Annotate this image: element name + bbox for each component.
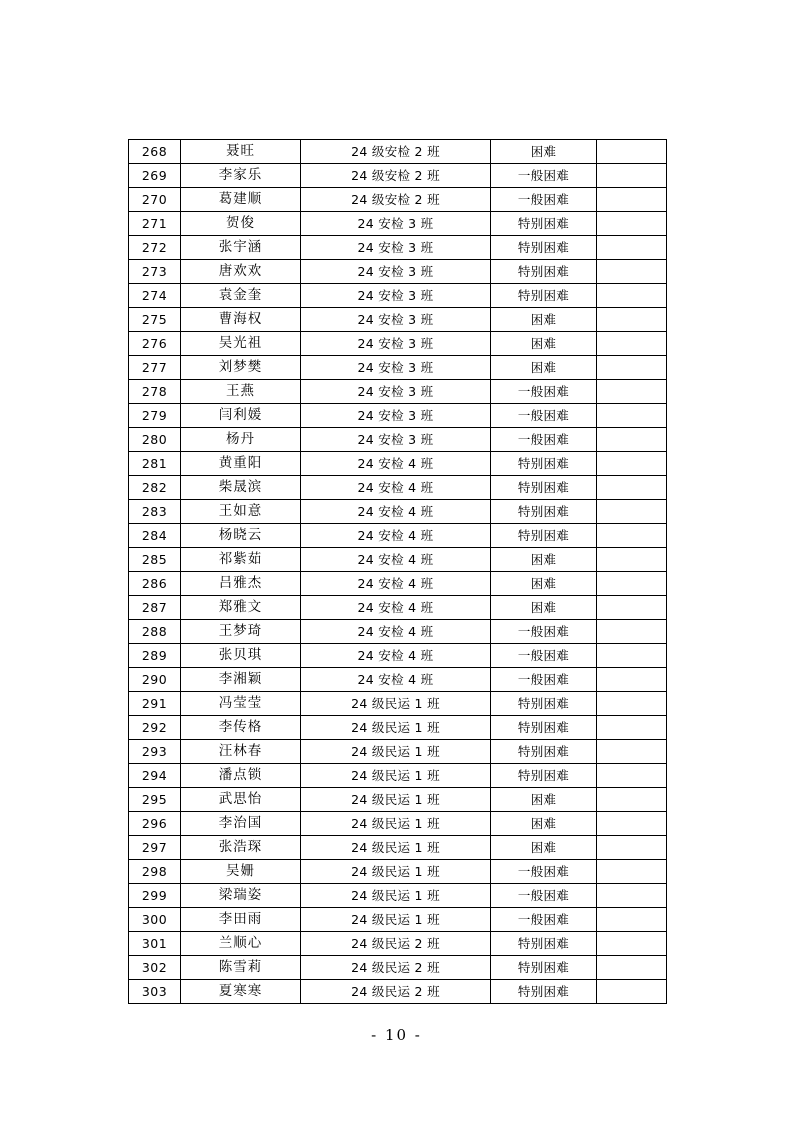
- cell-note: [597, 908, 667, 932]
- cell-note: [597, 812, 667, 836]
- cell-class: 24 级安检 2 班: [301, 188, 491, 212]
- cell-level: 特别困难: [491, 956, 597, 980]
- cell-level: 特别困难: [491, 524, 597, 548]
- cell-class: 24 级民运 1 班: [301, 812, 491, 836]
- cell-note: [597, 932, 667, 956]
- table-row: [129, 764, 667, 788]
- roster-table-container: [128, 139, 666, 1004]
- cell-class: 24 安检 4 班: [301, 668, 491, 692]
- cell-index: 269: [129, 164, 181, 188]
- cell-index: 281: [129, 452, 181, 476]
- cell-index: 294: [129, 764, 181, 788]
- cell-class: 24 级安检 2 班: [301, 140, 491, 164]
- cell-name: 曹海权: [181, 308, 301, 332]
- cell-level: 特别困难: [491, 716, 597, 740]
- cell-class: 24 级民运 2 班: [301, 980, 491, 1004]
- cell-level: 一般困难: [491, 164, 597, 188]
- cell-name: 袁金奎: [181, 284, 301, 308]
- cell-name: 葛建顺: [181, 188, 301, 212]
- cell-class: 24 级民运 1 班: [301, 764, 491, 788]
- cell-class: 24 安检 3 班: [301, 428, 491, 452]
- cell-level: 特别困难: [491, 764, 597, 788]
- cell-name: 聂旺: [181, 140, 301, 164]
- cell-class: 24 安检 3 班: [301, 380, 491, 404]
- cell-level: 困难: [491, 548, 597, 572]
- cell-class: 24 级民运 1 班: [301, 884, 491, 908]
- cell-name: 兰顺心: [181, 932, 301, 956]
- table-row: [129, 548, 667, 572]
- cell-level: 困难: [491, 308, 597, 332]
- cell-name: 李传格: [181, 716, 301, 740]
- cell-name: 祁紫茹: [181, 548, 301, 572]
- cell-class: 24 安检 3 班: [301, 356, 491, 380]
- cell-note: [597, 740, 667, 764]
- cell-name: 柴晟滨: [181, 476, 301, 500]
- cell-note: [597, 452, 667, 476]
- cell-index: 279: [129, 404, 181, 428]
- table-row: [129, 932, 667, 956]
- cell-class: 24 安检 4 班: [301, 620, 491, 644]
- cell-level: 一般困难: [491, 884, 597, 908]
- cell-class: 24 安检 3 班: [301, 236, 491, 260]
- cell-name: 梁瑞姿: [181, 884, 301, 908]
- table-row: [129, 164, 667, 188]
- cell-level: 一般困难: [491, 908, 597, 932]
- cell-index: 282: [129, 476, 181, 500]
- cell-name: 潘点锁: [181, 764, 301, 788]
- cell-level: 一般困难: [491, 620, 597, 644]
- cell-level: 困难: [491, 356, 597, 380]
- cell-name: 王如意: [181, 500, 301, 524]
- cell-note: [597, 308, 667, 332]
- cell-name: 张贝琪: [181, 644, 301, 668]
- cell-note: [597, 980, 667, 1004]
- table-row: [129, 620, 667, 644]
- cell-note: [597, 716, 667, 740]
- table-row: [129, 980, 667, 1004]
- table-row: [129, 692, 667, 716]
- cell-name: 陈雪莉: [181, 956, 301, 980]
- cell-level: 特别困难: [491, 452, 597, 476]
- cell-class: 24 级安检 2 班: [301, 164, 491, 188]
- table-row: [129, 260, 667, 284]
- table-row: [129, 380, 667, 404]
- cell-name: 刘梦樊: [181, 356, 301, 380]
- table-row: [129, 284, 667, 308]
- cell-level: 困难: [491, 596, 597, 620]
- cell-class: 24 级民运 1 班: [301, 860, 491, 884]
- table-row: [129, 524, 667, 548]
- cell-index: 274: [129, 284, 181, 308]
- cell-name: 郑雅文: [181, 596, 301, 620]
- cell-index: 268: [129, 140, 181, 164]
- table-row: [129, 188, 667, 212]
- cell-name: 王梦琦: [181, 620, 301, 644]
- page-number: - 10 -: [371, 1026, 422, 1044]
- cell-class: 24 级民运 1 班: [301, 740, 491, 764]
- cell-note: [597, 884, 667, 908]
- cell-level: 特别困难: [491, 212, 597, 236]
- table-row: [129, 644, 667, 668]
- cell-level: 一般困难: [491, 668, 597, 692]
- cell-note: [597, 380, 667, 404]
- cell-class: 24 安检 3 班: [301, 404, 491, 428]
- cell-name: 李治国: [181, 812, 301, 836]
- cell-level: 特别困难: [491, 284, 597, 308]
- table-row: [129, 812, 667, 836]
- cell-index: 270: [129, 188, 181, 212]
- cell-class: 24 级民运 1 班: [301, 716, 491, 740]
- table-row: [129, 572, 667, 596]
- cell-class: 24 级民运 2 班: [301, 956, 491, 980]
- cell-level: 特别困难: [491, 236, 597, 260]
- cell-index: 290: [129, 668, 181, 692]
- cell-note: [597, 332, 667, 356]
- table-row: [129, 884, 667, 908]
- cell-index: 280: [129, 428, 181, 452]
- cell-index: 277: [129, 356, 181, 380]
- cell-class: 24 安检 4 班: [301, 476, 491, 500]
- cell-name: 杨丹: [181, 428, 301, 452]
- cell-class: 24 级民运 1 班: [301, 788, 491, 812]
- cell-index: 291: [129, 692, 181, 716]
- cell-class: 24 安检 3 班: [301, 308, 491, 332]
- cell-level: 特别困难: [491, 980, 597, 1004]
- cell-class: 24 安检 4 班: [301, 524, 491, 548]
- table-row: [129, 476, 667, 500]
- table-row: [129, 668, 667, 692]
- cell-note: [597, 572, 667, 596]
- cell-name: 夏寒寒: [181, 980, 301, 1004]
- cell-note: [597, 236, 667, 260]
- cell-name: 张宇涵: [181, 236, 301, 260]
- table-row: [129, 740, 667, 764]
- cell-note: [597, 692, 667, 716]
- cell-class: 24 安检 4 班: [301, 452, 491, 476]
- cell-index: 295: [129, 788, 181, 812]
- cell-class: 24 安检 4 班: [301, 572, 491, 596]
- cell-note: [597, 476, 667, 500]
- table-row: [129, 788, 667, 812]
- cell-note: [597, 596, 667, 620]
- cell-index: 285: [129, 548, 181, 572]
- table-row: [129, 332, 667, 356]
- cell-name: 吴姗: [181, 860, 301, 884]
- cell-level: 困难: [491, 812, 597, 836]
- cell-index: 302: [129, 956, 181, 980]
- cell-class: 24 级民运 2 班: [301, 932, 491, 956]
- cell-index: 301: [129, 932, 181, 956]
- cell-name: 张浩琛: [181, 836, 301, 860]
- cell-class: 24 级民运 1 班: [301, 836, 491, 860]
- cell-level: 一般困难: [491, 188, 597, 212]
- table-row: [129, 500, 667, 524]
- cell-index: 300: [129, 908, 181, 932]
- cell-name: 李田雨: [181, 908, 301, 932]
- cell-index: 296: [129, 812, 181, 836]
- cell-note: [597, 212, 667, 236]
- cell-class: 24 级民运 1 班: [301, 692, 491, 716]
- cell-note: [597, 164, 667, 188]
- cell-note: [597, 956, 667, 980]
- table-row: [129, 956, 667, 980]
- cell-note: [597, 524, 667, 548]
- cell-index: 271: [129, 212, 181, 236]
- cell-index: 283: [129, 500, 181, 524]
- table-row: [129, 404, 667, 428]
- cell-note: [597, 668, 667, 692]
- cell-name: 唐欢欢: [181, 260, 301, 284]
- cell-index: 286: [129, 572, 181, 596]
- cell-name: 武思怡: [181, 788, 301, 812]
- cell-class: 24 安检 4 班: [301, 548, 491, 572]
- cell-level: 特别困难: [491, 500, 597, 524]
- cell-note: [597, 764, 667, 788]
- cell-note: [597, 428, 667, 452]
- cell-name: 杨晓云: [181, 524, 301, 548]
- table-row: [129, 428, 667, 452]
- cell-index: 287: [129, 596, 181, 620]
- cell-level: 困难: [491, 572, 597, 596]
- cell-name: 贺俊: [181, 212, 301, 236]
- cell-level: 一般困难: [491, 860, 597, 884]
- cell-class: 24 安检 4 班: [301, 500, 491, 524]
- cell-note: [597, 500, 667, 524]
- cell-index: 299: [129, 884, 181, 908]
- cell-name: 王燕: [181, 380, 301, 404]
- table-row: [129, 356, 667, 380]
- cell-note: [597, 284, 667, 308]
- table-row: [129, 212, 667, 236]
- cell-class: 24 安检 3 班: [301, 332, 491, 356]
- cell-index: 284: [129, 524, 181, 548]
- cell-class: 24 级民运 1 班: [301, 908, 491, 932]
- cell-note: [597, 356, 667, 380]
- cell-level: 特别困难: [491, 260, 597, 284]
- cell-name: 汪林春: [181, 740, 301, 764]
- cell-note: [597, 188, 667, 212]
- cell-name: 李家乐: [181, 164, 301, 188]
- cell-index: 273: [129, 260, 181, 284]
- cell-index: 272: [129, 236, 181, 260]
- cell-note: [597, 260, 667, 284]
- cell-level: 特别困难: [491, 932, 597, 956]
- table-row: [129, 596, 667, 620]
- cell-class: 24 安检 4 班: [301, 644, 491, 668]
- cell-level: 特别困难: [491, 692, 597, 716]
- table-row: [129, 716, 667, 740]
- cell-name: 吴光祖: [181, 332, 301, 356]
- cell-index: 292: [129, 716, 181, 740]
- roster-table: [128, 139, 667, 1004]
- cell-level: 特别困难: [491, 476, 597, 500]
- cell-name: 闫利媛: [181, 404, 301, 428]
- cell-name: 李湘颖: [181, 668, 301, 692]
- cell-name: 冯莹莹: [181, 692, 301, 716]
- cell-class: 24 安检 3 班: [301, 260, 491, 284]
- table-row: [129, 836, 667, 860]
- cell-name: 吕雅杰: [181, 572, 301, 596]
- cell-class: 24 安检 4 班: [301, 596, 491, 620]
- table-row: [129, 860, 667, 884]
- cell-level: 一般困难: [491, 404, 597, 428]
- cell-note: [597, 404, 667, 428]
- cell-name: 黄重阳: [181, 452, 301, 476]
- cell-index: 303: [129, 980, 181, 1004]
- cell-note: [597, 836, 667, 860]
- cell-level: 一般困难: [491, 644, 597, 668]
- table-row: [129, 140, 667, 164]
- cell-index: 298: [129, 860, 181, 884]
- cell-level: 一般困难: [491, 380, 597, 404]
- cell-note: [597, 548, 667, 572]
- cell-index: 293: [129, 740, 181, 764]
- table-row: [129, 452, 667, 476]
- cell-note: [597, 788, 667, 812]
- cell-level: 困难: [491, 332, 597, 356]
- cell-index: 276: [129, 332, 181, 356]
- cell-class: 24 安检 3 班: [301, 284, 491, 308]
- cell-level: 一般困难: [491, 428, 597, 452]
- table-row: [129, 236, 667, 260]
- cell-note: [597, 644, 667, 668]
- table-row: [129, 908, 667, 932]
- cell-index: 275: [129, 308, 181, 332]
- cell-note: [597, 620, 667, 644]
- cell-level: 困难: [491, 788, 597, 812]
- cell-note: [597, 140, 667, 164]
- cell-index: 289: [129, 644, 181, 668]
- cell-index: 278: [129, 380, 181, 404]
- table-row: [129, 308, 667, 332]
- cell-index: 297: [129, 836, 181, 860]
- cell-level: 困难: [491, 140, 597, 164]
- cell-class: 24 安检 3 班: [301, 212, 491, 236]
- cell-level: 特别困难: [491, 740, 597, 764]
- cell-level: 困难: [491, 836, 597, 860]
- cell-index: 288: [129, 620, 181, 644]
- cell-note: [597, 860, 667, 884]
